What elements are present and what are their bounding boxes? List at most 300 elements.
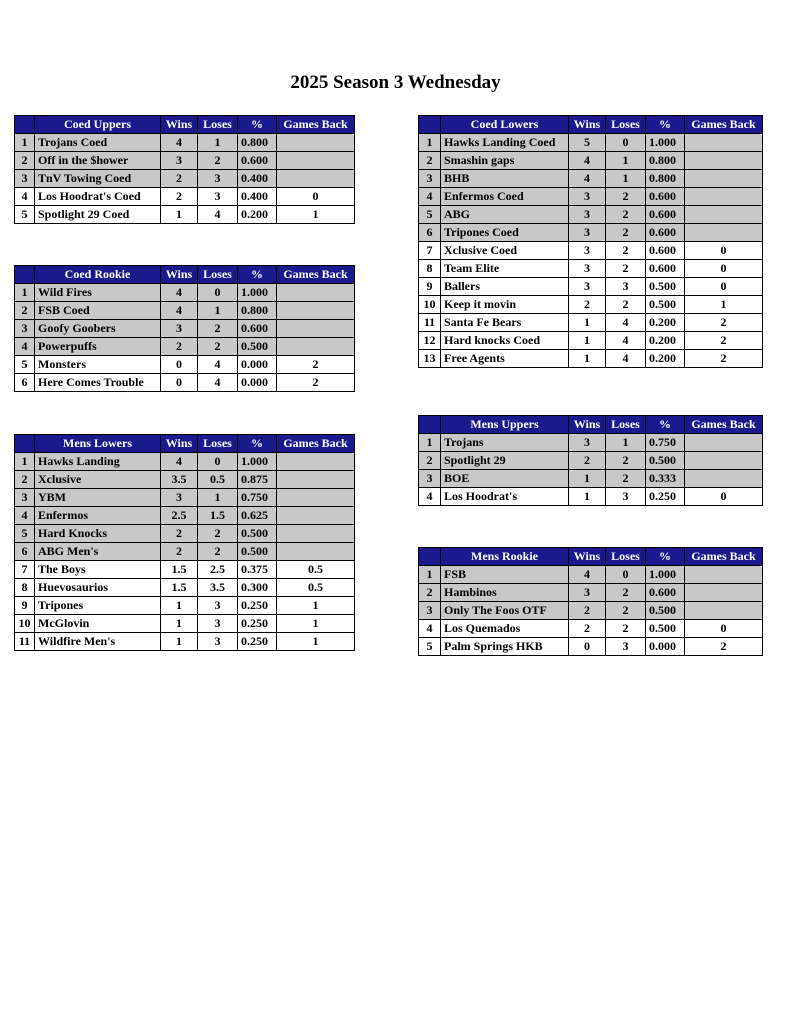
wins-cell: 1	[569, 314, 606, 332]
pct-cell: 0.000	[238, 374, 277, 392]
rank-header	[15, 266, 35, 284]
team-name-cell: McGlovin	[35, 615, 161, 633]
division-header: Coed Uppers	[35, 116, 161, 134]
rank-cell: 5	[419, 206, 441, 224]
team-name-cell: Trojans Coed	[35, 134, 161, 152]
table-row	[419, 242, 763, 260]
pct-cell: 0.500	[646, 296, 685, 314]
rank-cell: 8	[15, 579, 35, 597]
games-back-cell	[277, 507, 355, 525]
table-row	[419, 134, 763, 152]
team-name-cell: Tripones	[35, 597, 161, 615]
games-back-cell: 0.5	[277, 579, 355, 597]
loses-cell: 1	[606, 170, 646, 188]
rank-cell: 1	[419, 566, 441, 584]
table-row	[419, 206, 763, 224]
team-name-cell: Trojans	[441, 434, 569, 452]
games-back-cell	[277, 284, 355, 302]
loses-cell: 0	[198, 453, 238, 471]
loses-cell: 4	[198, 374, 238, 392]
rank-cell: 1	[15, 453, 35, 471]
games-back-cell: 0	[685, 260, 763, 278]
rank-cell: 8	[419, 260, 441, 278]
wins-header: Wins	[161, 266, 198, 284]
team-name-cell: Hambinos	[441, 584, 569, 602]
wins-cell: 3	[569, 278, 606, 296]
wins-cell: 5	[569, 134, 606, 152]
games-back-cell: 1	[277, 206, 355, 224]
loses-cell: 3	[606, 278, 646, 296]
rank-cell: 13	[419, 350, 441, 368]
loses-cell: 2	[606, 470, 646, 488]
wins-cell: 4	[161, 453, 198, 471]
team-name-cell: Hard knocks Coed	[441, 332, 569, 350]
rank-cell: 3	[15, 170, 35, 188]
rank-cell: 5	[419, 638, 441, 656]
games-back-cell	[277, 543, 355, 561]
rank-cell: 2	[15, 302, 35, 320]
loses-cell: 1	[198, 302, 238, 320]
table-row	[15, 507, 355, 525]
table-row	[15, 188, 355, 206]
games-back-cell: 2	[685, 314, 763, 332]
games-back-header: Games Back	[685, 416, 763, 434]
rank-cell: 4	[419, 620, 441, 638]
loses-cell: 2	[606, 620, 646, 638]
header-row	[419, 416, 763, 434]
games-back-cell: 0	[685, 278, 763, 296]
loses-cell: 2	[606, 206, 646, 224]
loses-cell: 2	[198, 543, 238, 561]
loses-cell: 3	[198, 615, 238, 633]
pct-cell: 1.000	[238, 453, 277, 471]
games-back-header: Games Back	[277, 435, 355, 453]
wins-cell: 2.5	[161, 507, 198, 525]
wins-cell: 2	[569, 602, 606, 620]
table-row	[15, 170, 355, 188]
games-back-cell	[277, 170, 355, 188]
team-name-cell: Spotlight 29	[441, 452, 569, 470]
loses-cell: 0	[198, 284, 238, 302]
division-header: Coed Lowers	[441, 116, 569, 134]
wins-cell: 0	[161, 356, 198, 374]
wins-cell: 2	[161, 170, 198, 188]
team-name-cell: Only The Foos OTF	[441, 602, 569, 620]
loses-cell: 0.5	[198, 471, 238, 489]
wins-cell: 4	[569, 152, 606, 170]
mens-uppers-table	[418, 415, 763, 506]
rank-cell: 7	[15, 561, 35, 579]
loses-cell: 2	[606, 188, 646, 206]
table-row	[419, 350, 763, 368]
rank-header	[419, 548, 441, 566]
table-row	[419, 584, 763, 602]
loses-header: Loses	[606, 548, 646, 566]
rank-cell: 9	[419, 278, 441, 296]
pct-cell: 0.250	[238, 633, 277, 651]
table-row	[419, 470, 763, 488]
rank-cell: 5	[15, 206, 35, 224]
pct-cell: 0.875	[238, 471, 277, 489]
games-back-cell	[685, 188, 763, 206]
rank-cell: 4	[419, 188, 441, 206]
table-row	[15, 302, 355, 320]
rank-cell: 9	[15, 597, 35, 615]
games-back-cell	[685, 206, 763, 224]
table-row	[419, 620, 763, 638]
wins-cell: 2	[161, 525, 198, 543]
rank-header	[15, 435, 35, 453]
pct-cell: 0.800	[238, 302, 277, 320]
pct-cell: 0.250	[238, 615, 277, 633]
wins-header: Wins	[569, 116, 606, 134]
loses-cell: 2	[606, 452, 646, 470]
wins-cell: 3.5	[161, 471, 198, 489]
table-row	[15, 471, 355, 489]
rank-cell: 3	[419, 602, 441, 620]
rank-cell: 5	[15, 356, 35, 374]
wins-header: Wins	[161, 435, 198, 453]
pct-cell: 0.600	[646, 242, 685, 260]
loses-cell: 4	[198, 206, 238, 224]
table-row	[15, 615, 355, 633]
games-back-cell	[685, 152, 763, 170]
wins-cell: 3	[569, 224, 606, 242]
games-back-cell	[685, 434, 763, 452]
games-back-cell	[685, 452, 763, 470]
rank-cell: 6	[15, 374, 35, 392]
pct-cell: 0.375	[238, 561, 277, 579]
wins-cell: 3	[569, 434, 606, 452]
pct-cell: 0.200	[238, 206, 277, 224]
pct-header: %	[646, 116, 685, 134]
wins-cell: 1	[569, 350, 606, 368]
rank-cell: 4	[15, 338, 35, 356]
wins-cell: 1	[569, 470, 606, 488]
pct-header: %	[238, 266, 277, 284]
coed-uppers-table	[14, 115, 355, 224]
games-back-cell: 0	[685, 488, 763, 506]
games-back-cell	[685, 134, 763, 152]
games-back-cell	[685, 470, 763, 488]
team-name-cell: Wild Fires	[35, 284, 161, 302]
loses-cell: 2	[198, 338, 238, 356]
table-row	[419, 602, 763, 620]
division-header: Coed Rookie	[35, 266, 161, 284]
wins-header: Wins	[569, 416, 606, 434]
games-back-cell	[277, 302, 355, 320]
pct-cell: 0.750	[238, 489, 277, 507]
team-name-cell: Santa Fe Bears	[441, 314, 569, 332]
pct-cell: 0.800	[238, 134, 277, 152]
loses-cell: 0	[606, 566, 646, 584]
games-back-cell: 2	[277, 374, 355, 392]
table-row	[15, 489, 355, 507]
games-back-header: Games Back	[277, 266, 355, 284]
pct-cell: 0.500	[238, 338, 277, 356]
table-row	[15, 453, 355, 471]
games-back-cell: 2	[685, 350, 763, 368]
rank-cell: 1	[15, 284, 35, 302]
pct-cell: 0.600	[646, 584, 685, 602]
team-name-cell: Los Hoodrat's	[441, 488, 569, 506]
table-row	[15, 579, 355, 597]
rank-header	[419, 116, 441, 134]
table-row	[419, 152, 763, 170]
wins-cell: 1	[569, 488, 606, 506]
division-header: Mens Uppers	[441, 416, 569, 434]
rank-cell: 1	[419, 434, 441, 452]
wins-cell: 2	[569, 296, 606, 314]
pct-cell: 0.600	[646, 260, 685, 278]
team-name-cell: YBM	[35, 489, 161, 507]
wins-cell: 4	[569, 566, 606, 584]
table-row	[419, 224, 763, 242]
table-row	[419, 434, 763, 452]
loses-header: Loses	[198, 266, 238, 284]
team-name-cell: Here Comes Trouble	[35, 374, 161, 392]
wins-cell: 1.5	[161, 561, 198, 579]
pct-cell: 0.500	[646, 452, 685, 470]
team-name-cell: Ballers	[441, 278, 569, 296]
games-back-cell	[277, 471, 355, 489]
wins-cell: 1.5	[161, 579, 198, 597]
table-row	[15, 134, 355, 152]
games-back-cell: 0	[685, 242, 763, 260]
loses-cell: 4	[606, 332, 646, 350]
wins-cell: 2	[569, 452, 606, 470]
table-row	[15, 152, 355, 170]
loses-header: Loses	[606, 416, 646, 434]
rank-cell: 4	[15, 188, 35, 206]
table-row	[419, 278, 763, 296]
pct-header: %	[238, 435, 277, 453]
wins-cell: 4	[161, 134, 198, 152]
team-name-cell: Team Elite	[441, 260, 569, 278]
games-back-cell: 2	[685, 332, 763, 350]
wins-cell: 1	[569, 332, 606, 350]
pct-header: %	[238, 116, 277, 134]
loses-cell: 3.5	[198, 579, 238, 597]
team-name-cell: Spotlight 29 Coed	[35, 206, 161, 224]
wins-cell: 3	[569, 206, 606, 224]
table-row	[15, 338, 355, 356]
games-back-cell	[277, 453, 355, 471]
loses-cell: 2	[198, 152, 238, 170]
team-name-cell: Powerpuffs	[35, 338, 161, 356]
team-name-cell: Tripones Coed	[441, 224, 569, 242]
wins-cell: 3	[569, 260, 606, 278]
wins-cell: 1	[161, 615, 198, 633]
loses-cell: 2	[606, 260, 646, 278]
games-back-cell: 1	[277, 615, 355, 633]
table-row	[419, 170, 763, 188]
loses-cell: 4	[198, 356, 238, 374]
loses-cell: 3	[198, 170, 238, 188]
team-name-cell: Off in the $hower	[35, 152, 161, 170]
pct-header: %	[646, 416, 685, 434]
wins-cell: 2	[161, 338, 198, 356]
loses-cell: 1	[198, 489, 238, 507]
table-row	[15, 284, 355, 302]
loses-cell: 2	[198, 525, 238, 543]
loses-cell: 1	[198, 134, 238, 152]
table-row	[15, 374, 355, 392]
table-row	[419, 488, 763, 506]
rank-cell: 5	[15, 525, 35, 543]
header-row	[15, 435, 355, 453]
games-back-cell	[277, 525, 355, 543]
table-row	[419, 188, 763, 206]
rank-cell: 6	[419, 224, 441, 242]
rank-cell: 12	[419, 332, 441, 350]
pct-cell: 0.600	[238, 152, 277, 170]
team-name-cell: Huevosaurios	[35, 579, 161, 597]
loses-cell: 1	[606, 434, 646, 452]
mens-lowers-table	[14, 434, 355, 651]
loses-header: Loses	[198, 435, 238, 453]
loses-cell: 2	[198, 320, 238, 338]
wins-cell: 2	[161, 543, 198, 561]
pct-cell: 0.400	[238, 170, 277, 188]
rank-header	[419, 416, 441, 434]
team-name-cell: Smashin gaps	[441, 152, 569, 170]
loses-cell: 3	[198, 597, 238, 615]
table-row	[15, 525, 355, 543]
team-name-cell: BOE	[441, 470, 569, 488]
wins-cell: 4	[161, 302, 198, 320]
team-name-cell: Enfermos	[35, 507, 161, 525]
rank-cell: 3	[419, 470, 441, 488]
pct-cell: 0.500	[646, 620, 685, 638]
loses-cell: 2	[606, 242, 646, 260]
wins-cell: 1	[161, 597, 198, 615]
pct-cell: 0.250	[646, 488, 685, 506]
pct-cell: 0.300	[238, 579, 277, 597]
coed-lowers-table	[418, 115, 763, 368]
games-back-cell: 1	[277, 633, 355, 651]
team-name-cell: Goofy Goobers	[35, 320, 161, 338]
rank-cell: 4	[419, 488, 441, 506]
pct-cell: 0.200	[646, 314, 685, 332]
team-name-cell: Palm Springs HKB	[441, 638, 569, 656]
rank-cell: 7	[419, 242, 441, 260]
pct-cell: 0.600	[646, 188, 685, 206]
team-name-cell: Hawks Landing Coed	[441, 134, 569, 152]
wins-header: Wins	[569, 548, 606, 566]
pct-cell: 0.600	[646, 206, 685, 224]
games-back-cell	[685, 584, 763, 602]
page-title: 2025 Season 3 Wednesday	[290, 72, 501, 93]
loses-cell: 2.5	[198, 561, 238, 579]
rank-cell: 3	[15, 320, 35, 338]
team-name-cell: Hard Knocks	[35, 525, 161, 543]
rank-cell: 4	[15, 507, 35, 525]
games-back-header: Games Back	[277, 116, 355, 134]
games-back-cell	[277, 152, 355, 170]
team-name-cell: ABG Men's	[35, 543, 161, 561]
rank-cell: 3	[419, 170, 441, 188]
wins-cell: 4	[569, 170, 606, 188]
loses-header: Loses	[606, 116, 646, 134]
team-name-cell: Monsters	[35, 356, 161, 374]
rank-cell: 1	[419, 134, 441, 152]
rank-cell: 2	[15, 152, 35, 170]
games-back-cell	[685, 170, 763, 188]
games-back-cell	[277, 338, 355, 356]
loses-cell: 0	[606, 134, 646, 152]
loses-cell: 2	[606, 296, 646, 314]
loses-cell: 1	[606, 152, 646, 170]
wins-header: Wins	[161, 116, 198, 134]
games-back-cell: 0	[277, 188, 355, 206]
rank-cell: 2	[419, 584, 441, 602]
loses-cell: 2	[606, 584, 646, 602]
pct-cell: 0.600	[238, 320, 277, 338]
pct-cell: 0.500	[238, 525, 277, 543]
table-row	[419, 314, 763, 332]
games-back-cell	[277, 489, 355, 507]
rank-header	[15, 116, 35, 134]
games-back-cell: 2	[685, 638, 763, 656]
team-name-cell: Free Agents	[441, 350, 569, 368]
team-name-cell: Xclusive Coed	[441, 242, 569, 260]
pct-cell: 0.200	[646, 332, 685, 350]
pct-cell: 0.500	[646, 602, 685, 620]
pct-cell: 0.750	[646, 434, 685, 452]
wins-cell: 2	[569, 620, 606, 638]
wins-cell: 3	[569, 584, 606, 602]
games-back-cell: 0.5	[277, 561, 355, 579]
loses-cell: 3	[606, 488, 646, 506]
pct-cell: 1.000	[646, 134, 685, 152]
wins-cell: 4	[161, 284, 198, 302]
games-back-cell: 0	[685, 620, 763, 638]
header-row	[419, 116, 763, 134]
team-name-cell: Los Hoodrat's Coed	[35, 188, 161, 206]
team-name-cell: Los Quemados	[441, 620, 569, 638]
wins-cell: 3	[569, 188, 606, 206]
team-name-cell: Keep it movin	[441, 296, 569, 314]
pct-cell: 0.800	[646, 170, 685, 188]
team-name-cell: Xclusive	[35, 471, 161, 489]
table-row	[419, 452, 763, 470]
games-back-cell	[685, 566, 763, 584]
pct-cell: 1.000	[646, 566, 685, 584]
team-name-cell: BHB	[441, 170, 569, 188]
loses-cell: 2	[606, 602, 646, 620]
wins-cell: 3	[161, 152, 198, 170]
games-back-header: Games Back	[685, 548, 763, 566]
table-row	[15, 320, 355, 338]
loses-cell: 2	[606, 224, 646, 242]
pct-cell: 0.333	[646, 470, 685, 488]
pct-cell: 0.250	[238, 597, 277, 615]
games-back-cell	[685, 602, 763, 620]
loses-cell: 3	[198, 633, 238, 651]
coed-rookie-table	[14, 265, 355, 392]
table-row	[15, 356, 355, 374]
table-row	[419, 566, 763, 584]
pct-cell: 1.000	[238, 284, 277, 302]
pct-header: %	[646, 548, 685, 566]
table-row	[15, 597, 355, 615]
pct-cell: 0.625	[238, 507, 277, 525]
loses-header: Loses	[198, 116, 238, 134]
games-back-cell	[277, 134, 355, 152]
games-back-cell	[685, 224, 763, 242]
pct-cell: 0.000	[646, 638, 685, 656]
